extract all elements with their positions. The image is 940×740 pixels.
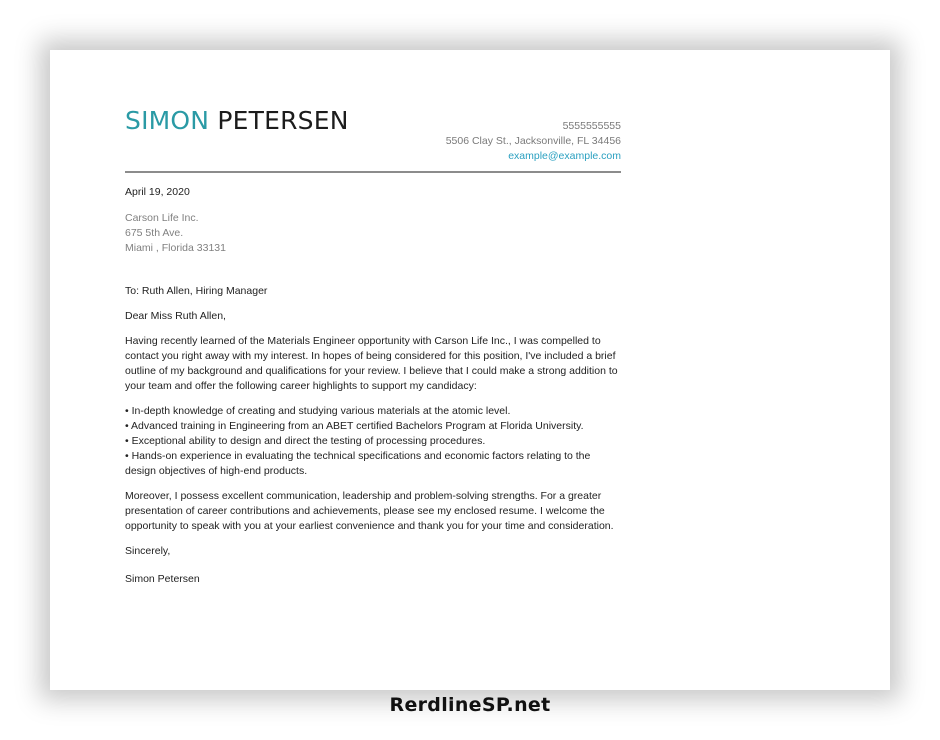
street-address: 5506 Clay St., Jacksonville, FL 34456 bbox=[445, 135, 621, 147]
letter-content bbox=[125, 105, 621, 585]
highlight-item: • Exceptional ability to design and direct the testing of processing procedures. bbox=[125, 435, 486, 447]
first-name: SIMON bbox=[125, 106, 210, 135]
salutation: Dear Miss Ruth Allen, bbox=[125, 310, 226, 322]
last-name: PETERSEN bbox=[217, 106, 349, 135]
cover-letter-page bbox=[50, 50, 890, 690]
highlight-item: • Advanced training in Engineering from an ABET certified Bachelors Program at Florida University. bbox=[125, 420, 584, 432]
recipient-address bbox=[125, 211, 621, 256]
sign-off: Sincerely, bbox=[125, 545, 171, 557]
highlight-item: • Hands-on experience in evaluating the technical specifications and economic factors relating to the design objectives of high-end products. bbox=[125, 450, 591, 477]
phone-number: 5555555555 bbox=[562, 120, 621, 132]
highlight-item: • In-depth knowledge of creating and studying various materials at the atomic level. bbox=[125, 405, 511, 417]
letter-date: April 19, 2020 bbox=[125, 186, 190, 198]
contact-block bbox=[446, 119, 621, 164]
applicant-name bbox=[125, 105, 349, 137]
header-divider bbox=[125, 171, 621, 173]
signature-name: Simon Petersen bbox=[125, 573, 200, 585]
highlights-list bbox=[125, 404, 621, 479]
site-watermark: RerdlineSP.net bbox=[389, 694, 551, 716]
recipient-city: Miami , Florida 33131 bbox=[125, 242, 226, 254]
letter-body bbox=[125, 185, 621, 587]
intro-paragraph: Having recently learned of the Materials Engineer opportunity with Carson Life Inc., I was compelled to contact you right away with my interest. In hopes of being considered for this position, I've included a brief outline of my background and qualifications for your review. I believe that I could make a strong addition to your team and offer the following career highlights to support my candidacy: bbox=[125, 335, 618, 392]
recipient-company: Carson Life Inc. bbox=[125, 212, 199, 224]
email-address: example@example.com bbox=[508, 150, 621, 162]
letter-header bbox=[125, 105, 621, 171]
recipient-street: 675 5th Ave. bbox=[125, 227, 184, 239]
closing-paragraph: Moreover, I possess excellent communication, leadership and problem-solving strengths. For a greater presentation of career contributions and achievements, please see my enclosed resume. I welcome the opportunity to speak with you at your earliest convenience and thank you for your time and consideration. bbox=[125, 490, 614, 532]
to-line: To: Ruth Allen, Hiring Manager bbox=[125, 285, 268, 297]
